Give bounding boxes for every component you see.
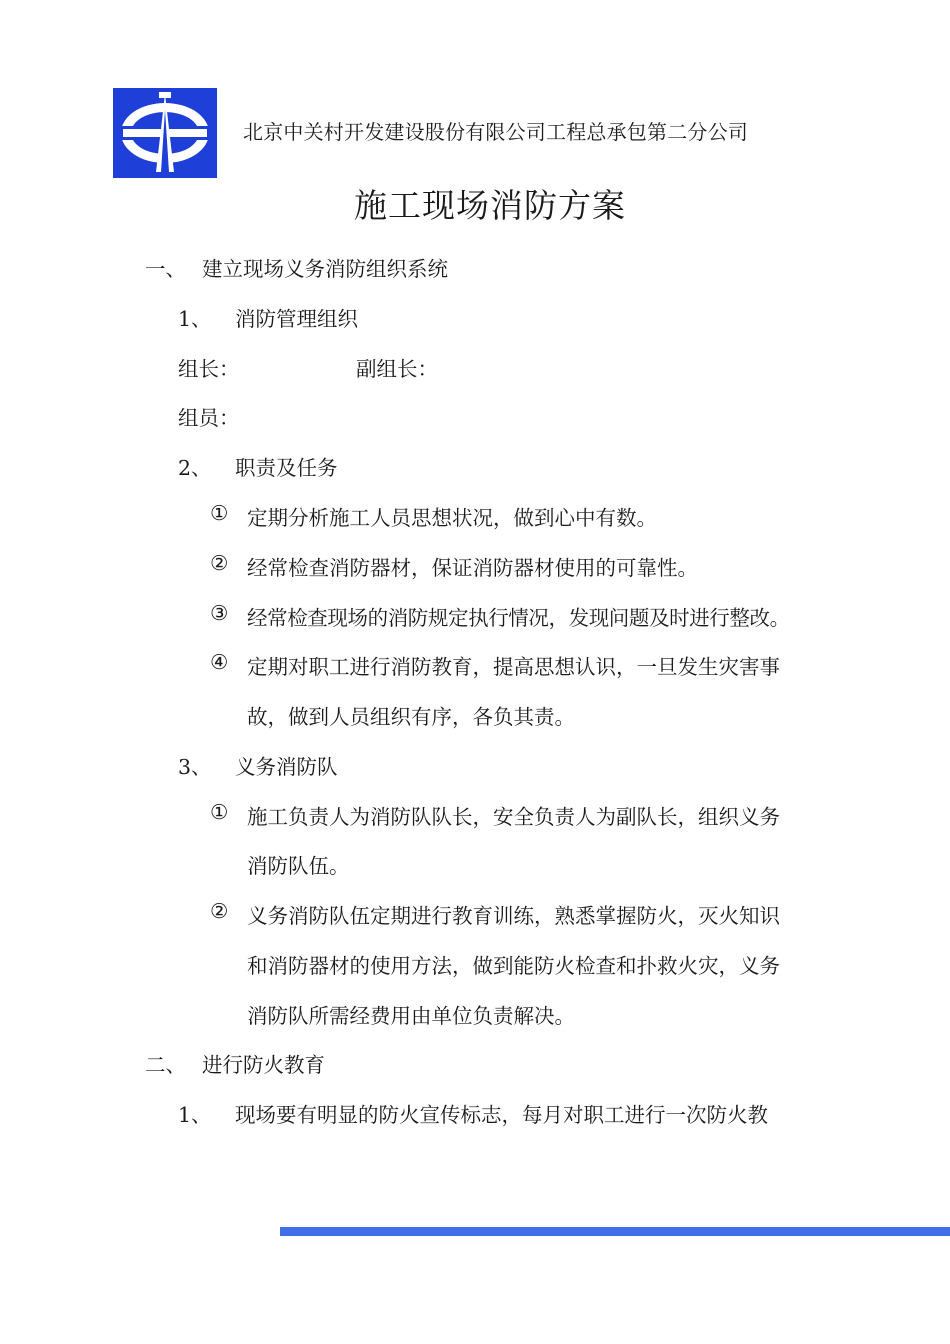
leader-label: 组长： (178, 357, 240, 381)
team-item-text: 义务消防队伍定期进行教育训练，熟悉掌握防火，灭火知识 (247, 904, 780, 928)
footer-bar (280, 1227, 950, 1236)
members-label: 组员： (178, 406, 240, 430)
duty-item-text: 定期分析施工人员思想状况，做到心中有数。 (247, 506, 657, 530)
section-2-heading: 进行防火教育 (202, 1053, 325, 1077)
team-item-text: 施工负责人为消防队队长，安全负责人为副队长，组织义务 (247, 805, 780, 829)
subsection-3-heading: 义务消防队 (235, 755, 338, 779)
subsection-2-heading: 职责及任务 (235, 456, 338, 480)
subsection-2-number: 2、 (178, 456, 212, 480)
duty-marker: ④ (210, 650, 229, 674)
company-name: 北京中关村开发建设股份有限公司工程总承包第二分公司 (243, 120, 748, 144)
section-2-item-text: 现场要有明显的防火宣传标志，每月对职工进行一次防火教 (235, 1103, 768, 1127)
company-logo-icon (113, 88, 217, 178)
duty-item-text: 经常检查消防器材，保证消防器材使用的可靠性。 (247, 556, 698, 580)
duty-marker: ② (210, 551, 229, 575)
duty-marker: ① (210, 501, 229, 525)
deputy-leader-label: 副组长： (356, 357, 438, 381)
team-item-text: 和消防器材的使用方法，做到能防火检查和扑救火灾，义务 (247, 954, 780, 978)
team-item-text: 消防队所需经费用由单位负责解决。 (247, 1004, 575, 1028)
team-marker: ① (210, 800, 229, 824)
subsection-3-number: 3、 (178, 755, 212, 779)
duty-item-text: 定期对职工进行消防教育，提高思想认识，一旦发生灾害事 (247, 655, 780, 679)
subsection-1-number: 1、 (178, 307, 212, 331)
duty-item-text: 故，做到人员组织有序，各负其责。 (247, 705, 575, 729)
section-1-heading: 建立现场义务消防组织系统 (202, 257, 448, 281)
team-item-text: 消防队伍。 (247, 854, 350, 878)
subsection-1-heading: 消防管理组织 (235, 307, 358, 331)
section-2-item-number: 1、 (178, 1103, 212, 1127)
duty-marker: ③ (210, 601, 229, 625)
duty-item-text: 经常检查现场的消防规定执行情况，发现问题及时进行整改。 (247, 606, 790, 630)
section-2-number: 二、 (145, 1053, 186, 1077)
team-marker: ② (210, 899, 229, 923)
section-1-number: 一、 (145, 257, 186, 281)
document-title: 施工现场消防方案 (354, 186, 626, 225)
